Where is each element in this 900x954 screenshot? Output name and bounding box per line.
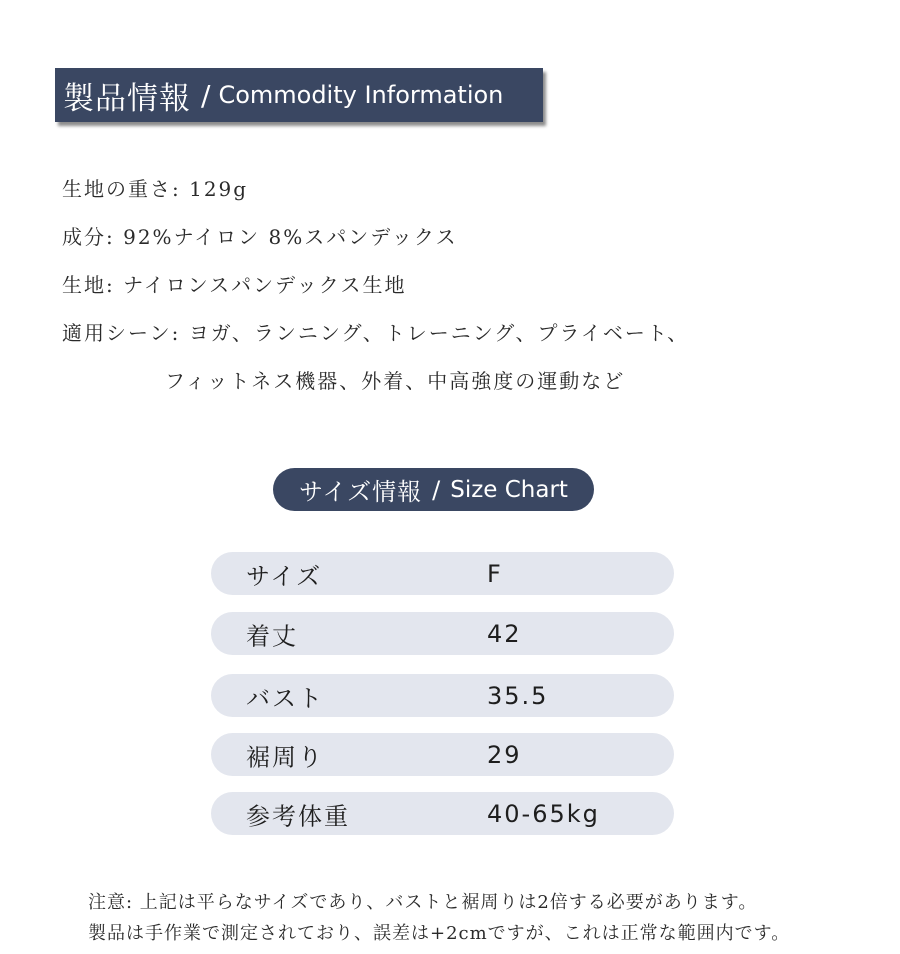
info-value: 92%ナイロン 8%スパンデックス [123,225,458,249]
size-row-key: サイズ [246,562,323,590]
info-usage-scene-continued [165,365,625,394]
info-label: 生地の重さ: [62,177,181,201]
info-composition [62,221,458,250]
info-usage-scene [62,317,689,346]
size-row-value: F [487,559,503,588]
info-fabric [62,269,407,298]
size-row-hem [211,733,674,776]
size-title-separator: / [432,475,441,504]
size-row-value: 35.5 [487,681,549,710]
size-title-en: Size Chart [450,476,568,503]
size-row-size [211,552,674,595]
commodity-info-banner [55,68,543,122]
info-value: ナイロンスパンデックス生地 [123,273,407,297]
banner-title-en: Commodity Information [218,81,504,109]
banner-separator: / [201,78,211,112]
size-row-length [211,612,674,655]
info-value: フィットネス機器、外着、中高強度の運動など [165,369,626,393]
info-fabric-weight [62,173,248,202]
size-row-key: バスト [246,684,324,712]
size-chart-title [273,468,594,511]
size-row-key: 参考体重 [246,802,350,830]
info-label: 成分: [62,225,115,249]
size-row-key: 裾周り [246,743,324,771]
size-row-bust [211,674,674,717]
size-row-value: 40-65kg [487,799,600,828]
info-label: 適用シーン: [62,321,181,345]
size-row-value: 42 [487,619,522,648]
note-flat-measurement: 注意: 上記は平らなサイズであり、バストと裾周りは2倍する必要があります。 [88,892,758,913]
info-value: ヨガ、ランニング、トレーニング、プライベート、 [188,321,690,345]
info-label: 生地: [62,273,115,297]
banner-title-jp: 製品情報 [63,80,191,117]
note-measurement-error: 製品は手作業で測定されており、誤差は+2cmですが、これは正常な範囲内です。 [88,923,791,944]
info-value: 129g [189,177,249,201]
size-title-jp: サイズ情報 [299,478,423,506]
size-row-key: 着丈 [246,622,298,650]
size-row-value: 29 [487,740,522,769]
size-row-weight [211,792,674,835]
